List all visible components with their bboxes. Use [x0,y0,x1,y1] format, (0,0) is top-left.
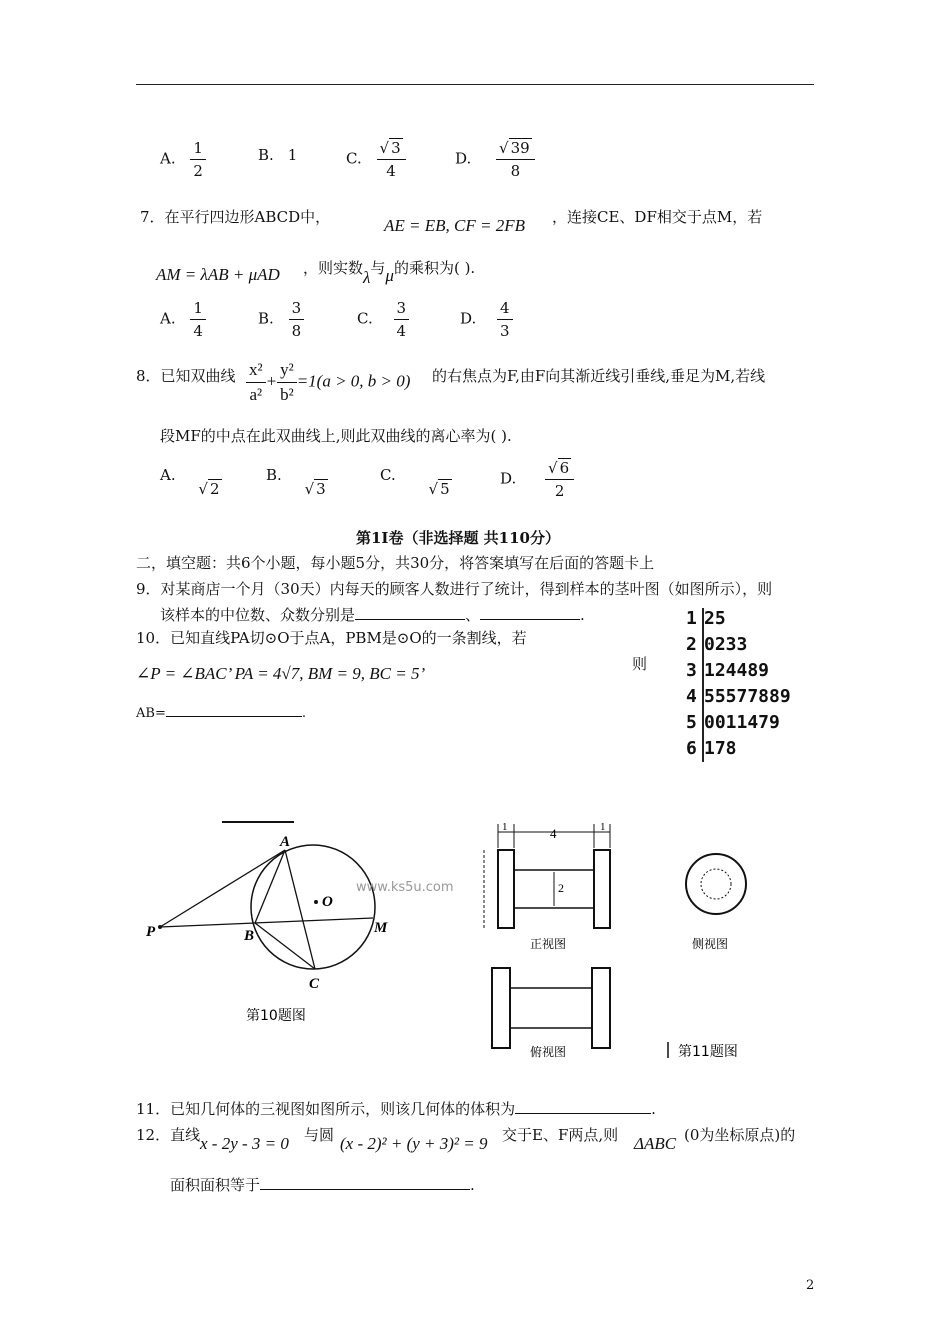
label-m: M [374,920,388,936]
q8-option-a: A. √ 2 [160,466,220,498]
leaf-values: 25 [704,608,726,629]
q6-option-b: B. 1 [258,146,298,164]
q12-suffix: (0为坐标原点)的 [684,1126,796,1144]
q8-option-b: B. √ 3 [266,466,326,498]
dim-4: 4 [550,826,557,841]
stem-value: 3 [686,660,697,681]
q7-option-b: B. $\frac{3}{8}$ [258,300,304,339]
stem-leaf-row [686,686,791,707]
label-c: C [309,976,320,992]
stem-value: 5 [686,712,697,733]
q7-vector-eq: AM = λAB + μAD [156,265,280,284]
dim-1-left: 1 [502,821,508,833]
q7-option-c: C. $\frac{3}{4}$ [357,300,409,339]
stem-leaf-row [686,634,747,655]
label-p: P [146,924,156,940]
fig10-caption: 第10题图 [246,1008,306,1024]
q6-option-c: C. $\frac{√ 3}{4}$ [346,140,406,179]
page-number: 2 [806,1278,815,1293]
side-inner-circle [701,869,731,899]
q10-then: 则 [632,655,648,673]
q8-option-c: C. √ 5 [380,466,450,498]
q8-hyperbola-eq: $\frac{\text{x²}}{\text{a²}}$ + $\frac{\text{y²}}{\text{b²}}$ =1(a > 0, b > 0) [246,361,410,404]
q11-text: 11．已知几何体的三视图如图所示，则该几何体的体积为 . [136,1100,656,1118]
stem-leaf-row [686,660,769,681]
q10-line1: 10．已知直线PA切⊙O于点A，PBM是⊙O的一条割线，若 [136,629,527,647]
front-right-disk [594,850,610,928]
top-view-label: 俯视图 [530,1045,567,1058]
q7-prefix: 7．在平行四边形ABCD中， [140,208,331,226]
q7-option-a: A. $\frac{1}{4}$ [160,300,206,339]
q7-condition: AE = EB, CF = 2FB [384,216,525,235]
q7-mid: ，连接CE、DF相交于点M，若 [552,208,763,226]
q12-prefix: 12．直线 [136,1126,201,1144]
stem-leaf-row [686,712,780,733]
q10-ab: AB= . [136,706,306,721]
label-o: O [322,894,333,910]
q7-option-d: D. $\frac{4}{3}$ [460,300,513,339]
header-rule [136,84,814,85]
q9-line1: 9．对某商店一个月（30天）内每天的顾客人数进行了统计，得到样本的茎叶图（如图所示），则 [136,580,773,598]
q12-triangle: ΔABC [634,1134,677,1153]
stem-leaf-row [686,608,726,629]
q8-prefix: 8．已知双曲线 [136,367,236,385]
q12-circle-eq: (x - 2)² + (y + 3)² = 9 [340,1134,488,1153]
side-outer-circle [686,854,746,914]
top-left-disk [492,968,510,1048]
q9-line2: 该样本的中位数、众数分别是 、 . [160,606,585,624]
fig11-caption: 第11题图 [678,1044,738,1058]
label-a: A [280,834,291,850]
q10-condition: ∠P = ∠BAC’ PA = 4√7, BM = 9, BC = 5’ [136,664,426,683]
figure-11 [470,818,816,1058]
q8-line2: 段MF的中点在此双曲线上,则此双曲线的离心率为( ). [160,427,512,445]
q12-with: 与圆 [304,1126,335,1144]
dim-1-right: 1 [600,821,606,833]
q12-mid: 交于E、F两点,则 [502,1126,619,1144]
leaf-values: 0233 [704,634,748,655]
stem-leaf-row [686,738,737,759]
stem-value: 2 [686,634,697,655]
circle-o [251,845,375,969]
label-b: B [244,928,255,944]
q12-line-eq: x - 2y - 3 = 0 [200,1134,289,1153]
q8-option-d: D. $\frac{√ 6}{2}$ [500,460,574,499]
q12-line2: 面积面积等于 . [170,1176,475,1194]
leaf-values: 178 [704,738,737,759]
q6-option-a: A. $\frac{1}{2}$ [160,140,206,179]
stem-value: 6 [686,738,697,759]
q6-option-d: D. $\frac{√ 39}{8}$ [455,140,535,179]
top-right-disk [592,968,610,1048]
front-view-label: 正视图 [530,937,567,951]
stem-value: 1 [686,608,697,629]
leaf-values: 0011479 [704,712,780,733]
figure-10 [130,810,420,1050]
q8-suffix: 的右焦点为F,由F向其渐近线引垂线,垂足为M,若线 [432,367,766,385]
fill-intro: 二，填空题：共6个小题，每小题5分，共30分，将答案填写在后面的答题卡上 [136,554,655,572]
q7-ask: ，则实数λ与μ的乘积为( ). [303,259,476,287]
front-left-disk [498,850,514,928]
side-view-label: 侧视图 [692,937,729,951]
section-title: 第1I卷（非选择题 共110分） [356,529,560,547]
watermark: www.ks5u.com [356,880,454,895]
stem-leaf-plot [684,606,814,766]
dim-2: 2 [558,881,564,895]
leaf-values: 124489 [704,660,770,681]
stem-value: 4 [686,686,697,707]
leaf-values: 55577889 [704,686,791,707]
